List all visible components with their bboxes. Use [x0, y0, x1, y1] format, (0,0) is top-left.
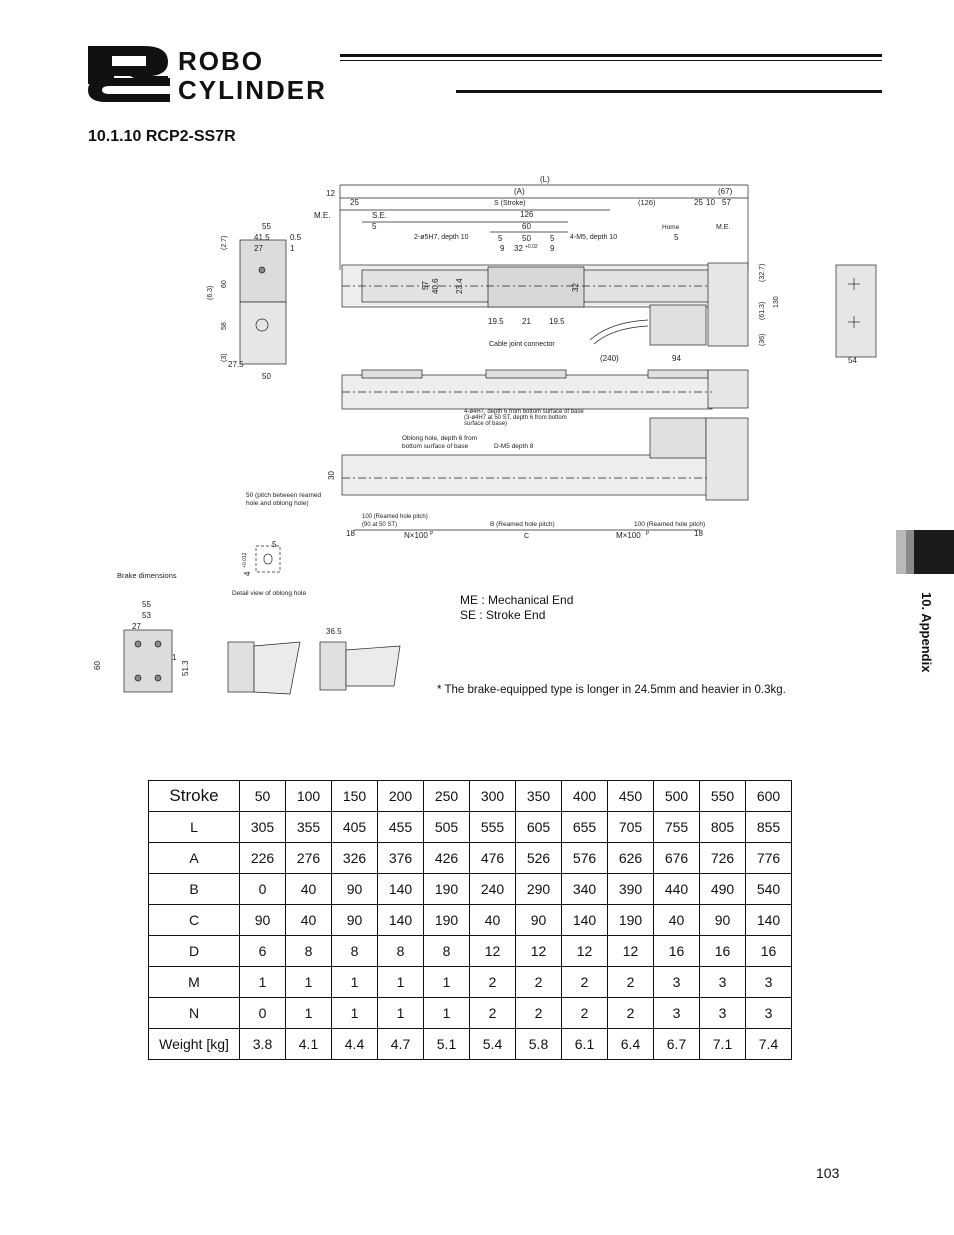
note-4h7-line3: surface of base) [464, 421, 508, 427]
table-cell: 190 [608, 905, 654, 936]
brake-dim-27: 27 [132, 622, 141, 631]
legend-se: SE : Stroke End [460, 608, 546, 622]
brake-note: * The brake-equipped type is longer in 24.5mm and heavier in 0.3kg. [437, 684, 786, 696]
table-cell: 6.4 [608, 1029, 654, 1060]
table-cell: 1 [332, 967, 378, 998]
dim-10: 10 [706, 198, 715, 207]
table-cell: 1 [424, 998, 470, 1029]
table-cell: 1 [332, 998, 378, 1029]
dimension-drawing [93, 170, 880, 710]
dim-50: 50 [522, 234, 531, 243]
stroke-cell: 100 [286, 781, 332, 812]
table-cell: 4.4 [332, 1029, 378, 1060]
table-cell: 326 [332, 843, 378, 874]
note-4h7-line2: (3-ø4H7 at 50 ST, depth 6 from bottom [464, 415, 567, 421]
table-cell: 405 [332, 812, 378, 843]
table-cell: 2 [562, 998, 608, 1029]
table-cell: 12 [516, 936, 562, 967]
table-cell: 6.7 [654, 1029, 700, 1060]
dim-240: (240) [600, 354, 619, 363]
abbreviation-legend [460, 593, 573, 623]
table-cell: 376 [378, 843, 424, 874]
table-row [149, 874, 792, 905]
brake-dim-51-3: 51.3 [181, 660, 190, 676]
ream100-line1: 100 (Reamed hole pitch) [362, 514, 428, 520]
table-cell: 490 [700, 874, 746, 905]
table-cell: 3 [746, 967, 792, 998]
table-cell: 2 [608, 967, 654, 998]
dim-5e: 5 [272, 540, 277, 549]
row-label-cell: L [149, 812, 240, 843]
table-cell: 276 [286, 843, 332, 874]
stroke-cell: 600 [746, 781, 792, 812]
table-cell: 2 [562, 967, 608, 998]
dim-25b: 25 [694, 198, 703, 207]
header-rule-top-thin [340, 60, 882, 61]
dim-55: 55 [262, 222, 271, 231]
legend-me: ME : Mechanical End [460, 593, 574, 607]
table-cell: 6 [240, 936, 286, 967]
oblong-note-line2: bottom surface of base [402, 443, 469, 450]
table-cell: 776 [746, 843, 792, 874]
table-cell: 5.1 [424, 1029, 470, 1060]
table-cell: 655 [562, 812, 608, 843]
table-cell: 505 [424, 812, 470, 843]
dim-41-5: 41.5 [254, 233, 270, 242]
row-label-cell: N [149, 998, 240, 1029]
table-cell: 2 [470, 967, 516, 998]
dim-57v: 57 [421, 281, 430, 290]
dim-6-3: (6.3) [207, 285, 214, 300]
table-cell: 355 [286, 812, 332, 843]
table-row [149, 812, 792, 843]
table-cell: 8 [332, 936, 378, 967]
table-cell: 1 [378, 967, 424, 998]
table-cell: 5.4 [470, 1029, 516, 1060]
table-cell: 90 [332, 905, 378, 936]
header-rule-bottom [456, 90, 882, 93]
table-cell: 676 [654, 843, 700, 874]
table-cell: 1 [240, 967, 286, 998]
table-cell: 16 [746, 936, 792, 967]
ream100r-label: 100 (Reamed hole pitch) [634, 521, 706, 528]
dim-v58: 58 [221, 322, 228, 330]
table-cell: 390 [608, 874, 654, 905]
dim-12: 12 [326, 189, 335, 198]
dim-61-3: (61.3) [759, 301, 766, 320]
table-cell: 3 [654, 998, 700, 1029]
table-cell: 3 [700, 967, 746, 998]
row-label-cell: C [149, 905, 240, 936]
table-cell: 1 [286, 998, 332, 1029]
oblong-detail-label: Detail view of oblong hole [232, 590, 307, 597]
brake-dimensions-label: Brake dimensions [117, 571, 177, 580]
appendix-side-label: 10. Appendix [919, 592, 934, 673]
table-cell: 190 [424, 874, 470, 905]
table-cell: 40 [286, 905, 332, 936]
dim-25a: 25 [350, 198, 359, 207]
table-cell: 340 [562, 874, 608, 905]
table-cell: 555 [470, 812, 516, 843]
table-cell: 190 [424, 905, 470, 936]
stroke-cell: 400 [562, 781, 608, 812]
stroke-cell: 200 [378, 781, 424, 812]
table-cell: 2 [516, 998, 562, 1029]
robo-cylinder-logo [86, 44, 446, 104]
dim-57: 57 [722, 198, 731, 207]
dim-50b: 50 [262, 372, 271, 381]
table-cell: 6.1 [562, 1029, 608, 1060]
brake-dim-1: 1 [172, 653, 177, 662]
table-cell: 755 [654, 812, 700, 843]
table-cell: 626 [608, 843, 654, 874]
dim-4-tol: +0.012 [242, 552, 248, 568]
stroke-cell: 300 [470, 781, 516, 812]
dim-32: 32 [514, 244, 523, 253]
dim-4: 4 [243, 571, 252, 576]
dim-36: (36) [759, 333, 766, 346]
table-row [149, 905, 792, 936]
table-row [149, 843, 792, 874]
hole-5h7-note: 2-ø5H7, depth 10 [414, 234, 469, 241]
table-cell: 705 [608, 812, 654, 843]
row-label-cell: Weight [kg] [149, 1029, 240, 1060]
dim-0-5: 0.5 [290, 233, 302, 242]
dim-40-6: 40.6 [431, 278, 440, 294]
table-cell: 240 [470, 874, 516, 905]
dim-1: 1 [290, 244, 295, 253]
row-label-cell: M [149, 967, 240, 998]
table-cell: 605 [516, 812, 562, 843]
table-cell: 8 [378, 936, 424, 967]
page-number: 103 [816, 1165, 840, 1181]
dim-18b: 18 [694, 529, 703, 538]
table-header-cell: Stroke [149, 781, 240, 812]
dim-30: 30 [327, 471, 336, 480]
se-label: S.E. [372, 211, 388, 220]
dim-mx100: M×100 [616, 531, 641, 540]
table-cell: 2 [470, 998, 516, 1029]
table-cell: 226 [240, 843, 286, 874]
table-cell: 140 [378, 874, 424, 905]
brake-dim-60: 60 [93, 661, 102, 670]
home-label: Home [662, 224, 680, 231]
table-cell: 12 [562, 936, 608, 967]
me-left-label: M.E. [314, 211, 331, 220]
dim-21: 21 [522, 317, 531, 326]
dim-19-5a: 19.5 [488, 317, 504, 326]
dim-2-7: (2.7) [221, 235, 228, 250]
spec-table-body [149, 781, 792, 1060]
section-title: 10.1.10 RCP2-SS7R [88, 128, 236, 145]
dim-27-5: 27.5 [228, 360, 244, 369]
stroke-cell: 500 [654, 781, 700, 812]
stroke-cell: 50 [240, 781, 286, 812]
table-cell: 90 [700, 905, 746, 936]
me-right-label: M.E. [716, 224, 731, 231]
stroke-cell: 350 [516, 781, 562, 812]
ream100-line2: (90 at 50 ST) [362, 522, 398, 528]
table-cell: 8 [286, 936, 332, 967]
reamB-label: B (Reamed hole pitch) [490, 521, 555, 528]
table-row [149, 998, 792, 1029]
table-cell: 440 [654, 874, 700, 905]
dm5-note: D-M5 depth 8 [494, 443, 534, 450]
dim-mx100-p: P [646, 531, 650, 537]
dim-c: C [524, 533, 530, 540]
stroke-cell: 150 [332, 781, 378, 812]
table-cell: 3 [700, 998, 746, 1029]
table-cell: 40 [470, 905, 516, 936]
table-cell: 8 [424, 936, 470, 967]
table-cell: 90 [332, 874, 378, 905]
appendix-tab-marker [896, 530, 954, 574]
dim-5b: 5 [674, 233, 679, 242]
oblong-note-line1: Oblong hole, depth 6 from [402, 435, 478, 442]
table-cell: 2 [516, 967, 562, 998]
dim-67: (67) [718, 187, 733, 196]
m5-note: 4-M5, depth 10 [570, 234, 618, 241]
table-cell: 540 [746, 874, 792, 905]
table-cell: 140 [746, 905, 792, 936]
header-rule-top [340, 54, 882, 57]
dim-23-4: 23.4 [455, 278, 464, 294]
dim-94: 94 [672, 354, 681, 363]
dim-5d: 5 [550, 234, 555, 243]
table-header-row [149, 781, 792, 812]
table-cell: 5.8 [516, 1029, 562, 1060]
dim-54: 54 [848, 356, 857, 365]
table-cell: 526 [516, 843, 562, 874]
table-cell: 0 [240, 874, 286, 905]
dim-32-tol: +0.02 [525, 244, 538, 250]
table-cell: 16 [700, 936, 746, 967]
dimension-drawing-svg [93, 170, 880, 710]
pitch50-line1: 50 (pitch between reamed [246, 492, 322, 499]
table-row [149, 967, 792, 998]
rc-logo-mark [86, 44, 446, 104]
dim-5a: 5 [372, 222, 377, 231]
brake-dim-36-5: 36.5 [326, 627, 342, 636]
table-cell: 7.4 [746, 1029, 792, 1060]
table-cell: 12 [470, 936, 516, 967]
stroke-spec-table [148, 780, 792, 1060]
dim-18a: 18 [346, 529, 355, 538]
pitch50-line2: hole and oblong hole) [246, 500, 309, 507]
table-cell: 140 [378, 905, 424, 936]
table-cell: 140 [562, 905, 608, 936]
table-cell: 805 [700, 812, 746, 843]
table-cell: 855 [746, 812, 792, 843]
stroke-cell: 550 [700, 781, 746, 812]
table-cell: 12 [608, 936, 654, 967]
table-cell: 40 [654, 905, 700, 936]
dim-A: (A) [514, 187, 525, 196]
stroke-cell: 250 [424, 781, 470, 812]
table-cell: 40 [286, 874, 332, 905]
stroke-cell: 450 [608, 781, 654, 812]
table-cell: 1 [286, 967, 332, 998]
dim-32v: 32 [571, 283, 580, 292]
table-cell: 0 [240, 998, 286, 1029]
table-cell: 7.1 [700, 1029, 746, 1060]
dim-5c: 5 [498, 234, 503, 243]
dim-19-5b: 19.5 [549, 317, 565, 326]
table-cell: 1 [378, 998, 424, 1029]
table-cell: 90 [516, 905, 562, 936]
table-cell: 90 [240, 905, 286, 936]
table-cell: 1 [424, 967, 470, 998]
table-cell: 3 [654, 967, 700, 998]
dim-stroke: S (Stroke) [494, 200, 526, 207]
table-cell: 4.7 [378, 1029, 424, 1060]
dim-126p: (126) [638, 198, 656, 207]
dim-nx100-p: P [430, 531, 434, 537]
table-cell: 3.8 [240, 1029, 286, 1060]
note-4h7-line1: 4-ø4H7, depth 6 from bottom surface of base [464, 409, 584, 415]
row-label-cell: A [149, 843, 240, 874]
table-cell: 726 [700, 843, 746, 874]
dim-L: (L) [540, 175, 550, 184]
cable-connector-label: Cable joint connector [489, 341, 555, 348]
dim-9a: 9 [500, 244, 505, 253]
table-cell: 4.1 [286, 1029, 332, 1060]
dim-130: 130 [773, 296, 780, 308]
table-cell: 305 [240, 812, 286, 843]
dim-nx100: N×100 [404, 531, 428, 540]
table-cell: 3 [746, 998, 792, 1029]
table-cell: 16 [654, 936, 700, 967]
dim-32-7: (32.7) [759, 263, 766, 282]
table-cell: 290 [516, 874, 562, 905]
table-row [149, 1029, 792, 1060]
table-cell: 576 [562, 843, 608, 874]
logo-text-cylinder: CYLINDER [178, 75, 327, 105]
table-cell: 426 [424, 843, 470, 874]
dim-3: (3) [221, 353, 228, 362]
brake-dim-53: 53 [142, 611, 151, 620]
table-row [149, 936, 792, 967]
dim-v60: 60 [221, 280, 228, 288]
dim-60: 60 [522, 222, 531, 231]
dim-27: 27 [254, 244, 263, 253]
logo-text-robo: ROBO [178, 46, 264, 76]
row-label-cell: B [149, 874, 240, 905]
dim-126: 126 [520, 210, 534, 219]
table-cell: 476 [470, 843, 516, 874]
brake-dim-55: 55 [142, 600, 151, 609]
row-label-cell: D [149, 936, 240, 967]
table-cell: 455 [378, 812, 424, 843]
dim-9b: 9 [550, 244, 555, 253]
table-cell: 2 [608, 998, 654, 1029]
